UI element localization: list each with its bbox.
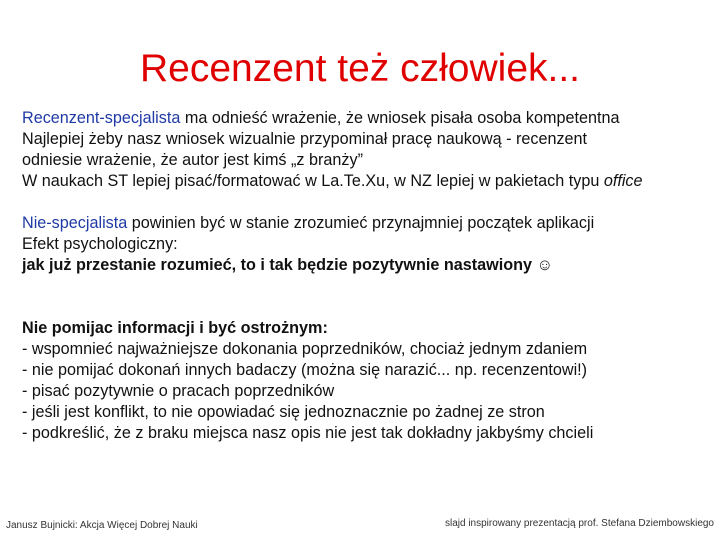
bold-statement: jak już przestanie rozumieć, to i tak będzie pozytywnie nastawiony [22, 256, 533, 274]
body-line [22, 171, 718, 192]
body-line-text: ma odnieść wrażenie, że wniosek pisała osoba kompetentna [180, 109, 620, 127]
footer-author: Janusz Bujnicki: Akcja Więcej Dobrej Nauki [6, 520, 198, 531]
list-item-text: - wspomnieć najważniejsze dokonania poprzedników, chociaż jednym zdaniem [22, 340, 588, 358]
body-line [22, 108, 718, 129]
body-line [22, 129, 718, 150]
list-item-text: - jeśli jest konflikt, to nie opowiadać się jednoznacznie po żadnej ze stron [22, 403, 545, 421]
body-line [22, 150, 718, 171]
body-line-text: Efekt psychologiczny: [22, 235, 178, 253]
body-line-text: W naukach ST lepiej pisać/formatować w La.Te.Xu, w NZ lepiej w pakietach typu [22, 172, 604, 190]
list-item-text: - pisać pozytywnie o pracach poprzedników [22, 382, 335, 400]
body-line-text: Najlepiej żeby nasz wniosek wizualnie przypominał pracę naukową - recenzent [22, 130, 588, 148]
body-line [22, 234, 718, 255]
spacer [22, 276, 718, 318]
list-item [22, 381, 718, 402]
list-item [22, 402, 718, 423]
smiley-icon: ☺ [536, 256, 554, 274]
section-heading: Nie pomijac informacji i być ostrożnym: [22, 319, 328, 337]
footer-credit: slajd inspirowany prezentacją prof. Stefana Dziembowskiego [444, 518, 714, 529]
list-item-text: - nie pomijać dokonań innych badaczy (można się narazić... np. recenzentowi!) [22, 361, 588, 379]
body-line-text: powinien być w stanie zrozumieć przynajmniej początek aplikacji [127, 214, 595, 232]
office-emphasis: office [603, 172, 643, 190]
body-line-text: odniesie wrażenie, że autor jest kimś „z branży” [22, 151, 363, 169]
list-item-text: - podkreślić, że z braku miejsca nasz opis nie jest tak dokładny jakbyśmy chcieli [22, 424, 594, 442]
body-line [22, 213, 718, 234]
body-line [22, 318, 718, 339]
slide-body [22, 108, 718, 444]
list-item [22, 339, 718, 360]
body-line [22, 255, 718, 276]
list-item [22, 360, 718, 381]
list-item [22, 423, 718, 444]
non-specialist-label: Nie-specjalista [22, 214, 128, 232]
spacer [22, 192, 718, 213]
specialist-label: Recenzent-specjalista [22, 109, 181, 127]
slide-title: Recenzent też człowiek... [139, 47, 581, 90]
